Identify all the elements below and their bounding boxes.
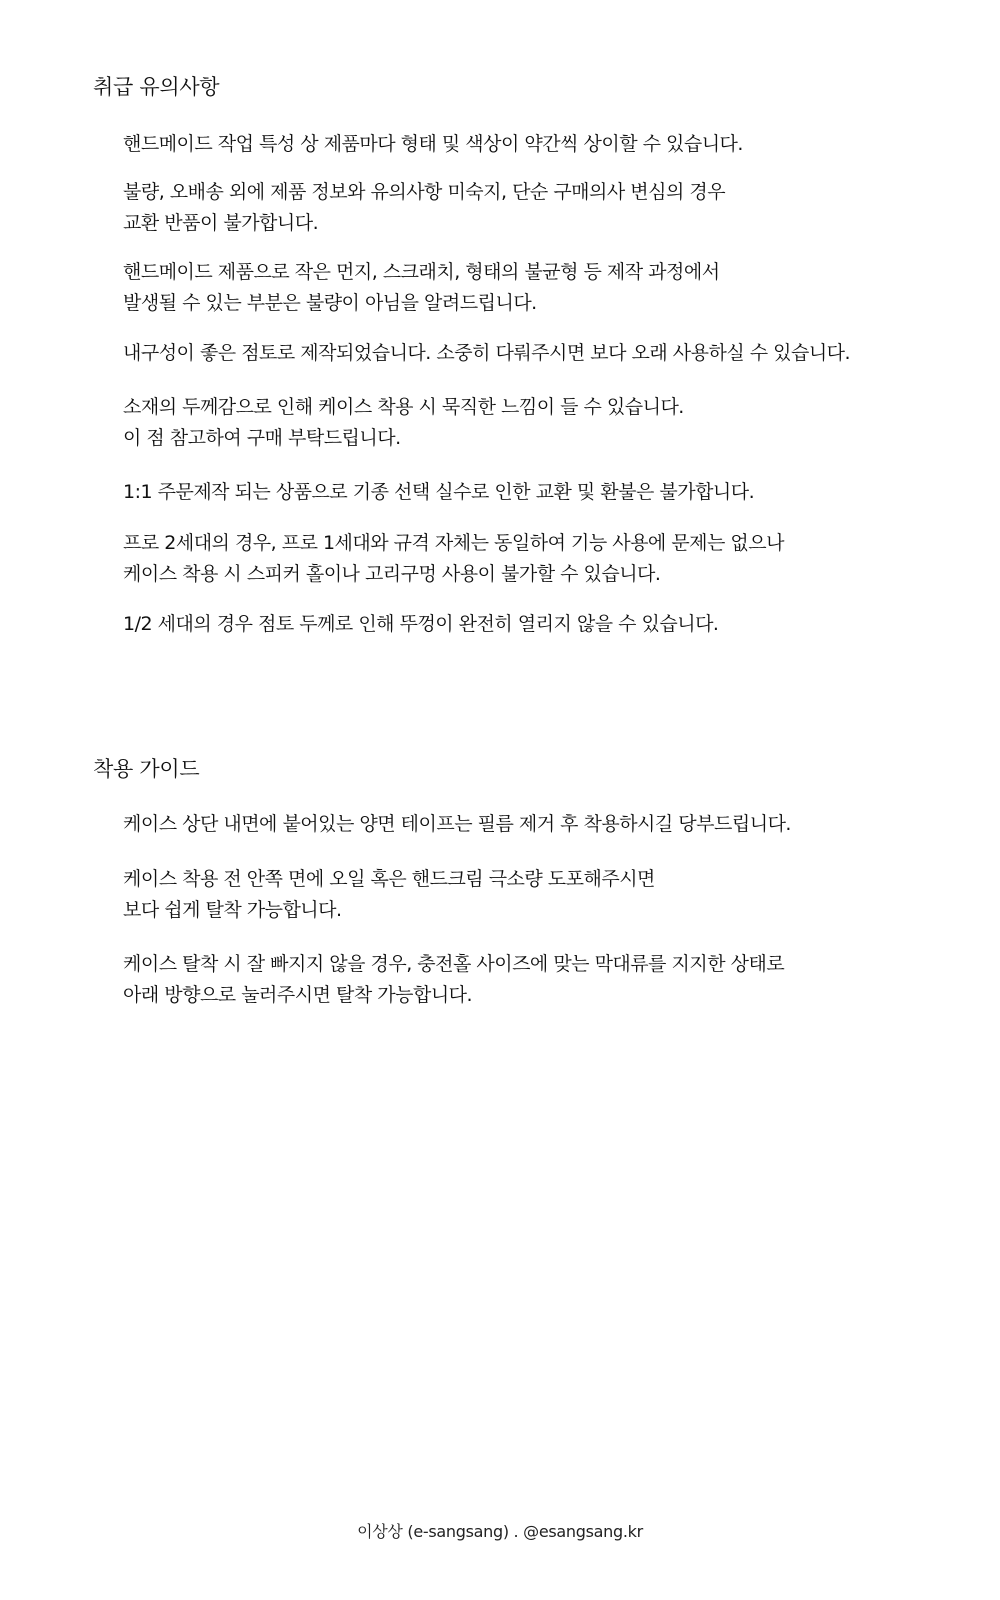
handling-note-1: 핸드메이드 작업 특성 상 제품마다 형태 및 색상이 약간씩 상이할 수 있습니다.: [123, 133, 743, 155]
guide-note-3: 케이스 탈착 시 잘 빠지지 않을 경우, 충전홀 사이즈에 맞는 막대류를 지지한 상태로 아래 방향으로 눌러주시면 탈착 가능합니다.: [123, 953, 785, 1006]
guide-note-2: 케이스 착용 전 안쪽 면에 오일 혹은 핸드크림 극소량 도포해주시면 보다 쉽게 탈착 가능합니다.: [123, 868, 655, 921]
handling-note-4: 내구성이 좋은 점토로 제작되었습니다. 소중히 다뤄주시면 보다 오래 사용하실 수 있습니다.: [123, 342, 851, 364]
handling-note-8: 1/2 세대의 경우 점토 두께로 인해 뚜껑이 완전히 열리지 않을 수 있습니다.: [123, 613, 719, 635]
handling-note-6: 1:1 주문제작 되는 상품으로 기종 선택 실수로 인한 교환 및 환불은 불가합니다.: [123, 481, 755, 503]
handling-note-5: 소재의 두께감으로 인해 케이스 착용 시 묵직한 느낌이 들 수 있습니다. 이 점 참고하여 구매 부탁드립니다.: [123, 396, 684, 449]
footer-credit: 이상상 (e-sangsang) . @esangsang.kr: [357, 1522, 643, 1541]
section-title-handling: 취급 유의사항: [93, 75, 220, 99]
handling-note-2: 불량, 오배송 외에 제품 정보와 유의사항 미숙지, 단순 구매의사 변심의 경우 교환 반품이 불가합니다.: [123, 181, 726, 234]
guide-note-1: 케이스 상단 내면에 붙어있는 양면 테이프는 필름 제거 후 착용하시길 당부드립니다.: [123, 813, 791, 835]
handling-note-3: 핸드메이드 제품으로 작은 먼지, 스크래치, 형태의 불균형 등 제작 과정에서 발생될 수 있는 부분은 불량이 아님을 알려드립니다.: [123, 261, 720, 314]
section-title-wearing-guide: 착용 가이드: [93, 757, 200, 781]
handling-note-7: 프로 2세대의 경우, 프로 1세대와 규격 자체는 동일하여 기능 사용에 문제는 없으나 케이스 착용 시 스피커 홀이나 고리구멍 사용이 불가할 수 있습니다.: [123, 532, 784, 585]
